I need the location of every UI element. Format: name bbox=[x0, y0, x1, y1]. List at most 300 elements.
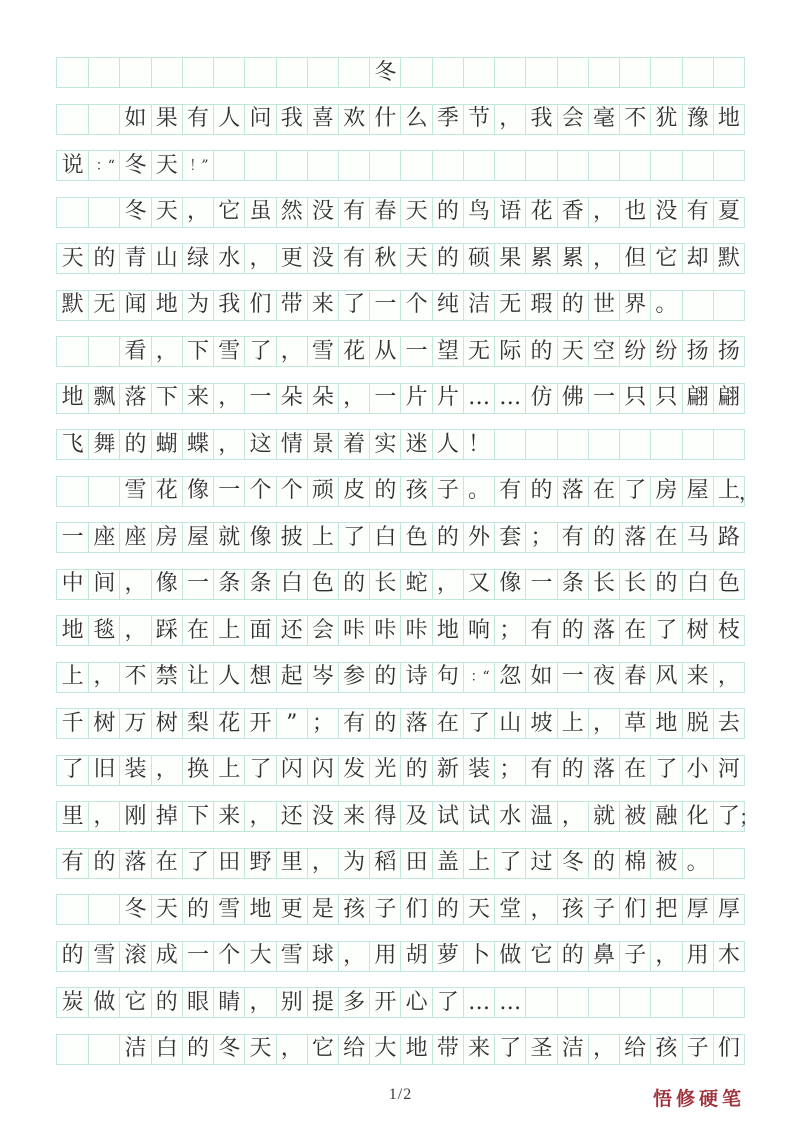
handwritten-character: 天 bbox=[61, 245, 84, 271]
grid-cell bbox=[557, 616, 588, 645]
handwritten-character: 会 bbox=[311, 617, 334, 643]
grid-cell bbox=[432, 942, 463, 971]
grid-cell bbox=[432, 1035, 463, 1064]
grid-cell bbox=[182, 895, 213, 924]
handwritten-character: 什 bbox=[374, 106, 397, 131]
handwritten-character: ， bbox=[187, 199, 210, 224]
grid-cell bbox=[57, 988, 88, 1017]
handwritten-character: 更 bbox=[280, 245, 303, 271]
grid-cell bbox=[213, 616, 244, 645]
handwritten-character: 们 bbox=[405, 896, 428, 922]
grid-cell bbox=[494, 244, 525, 273]
grid-cell bbox=[307, 198, 338, 227]
grid-cell bbox=[650, 663, 681, 692]
grid-cell bbox=[588, 58, 619, 87]
handwritten-character: 孩 bbox=[405, 478, 428, 503]
grid-cell bbox=[682, 849, 713, 878]
grid-cell bbox=[119, 988, 150, 1017]
handwritten-character: 上 bbox=[218, 617, 241, 643]
grid-cell bbox=[619, 570, 650, 599]
handwritten-character: 了 bbox=[343, 524, 366, 550]
grid-cell bbox=[619, 105, 650, 134]
grid-cell bbox=[57, 849, 88, 878]
handwritten-character: 用 bbox=[374, 943, 397, 968]
handwritten-character: 厚 bbox=[717, 896, 740, 922]
grid-cell bbox=[244, 709, 275, 738]
handwritten-character: 果 bbox=[499, 245, 522, 271]
handwritten-character: 了 bbox=[499, 1036, 522, 1061]
handwritten-character: 了 bbox=[436, 989, 459, 1015]
grid-cell bbox=[57, 523, 88, 552]
handwritten-character: 让 bbox=[187, 664, 210, 689]
handwritten-character: 孩 bbox=[343, 896, 366, 922]
grid-cell bbox=[338, 849, 369, 878]
grid-cell bbox=[494, 988, 525, 1017]
grid-cell bbox=[307, 756, 338, 785]
grid-cell bbox=[650, 802, 681, 831]
grid-cell bbox=[338, 570, 369, 599]
handwritten-character: 咔 bbox=[405, 617, 428, 643]
grid-cell bbox=[650, 105, 681, 134]
grid-cell bbox=[119, 756, 150, 785]
handwritten-character: 上 bbox=[561, 710, 584, 736]
handwritten-character: 说 bbox=[61, 152, 84, 178]
handwritten-character: 飘 bbox=[93, 385, 116, 410]
grid-cell bbox=[682, 709, 713, 738]
handwritten-character: 舞 bbox=[93, 431, 116, 457]
grid-cell bbox=[713, 58, 744, 87]
handwritten-character: 山 bbox=[499, 710, 522, 736]
handwritten-character: 一 bbox=[187, 571, 210, 596]
handwritten-character: 皮 bbox=[343, 478, 366, 503]
grid-cell bbox=[119, 244, 150, 273]
grid-cell bbox=[525, 151, 556, 180]
grid-cell bbox=[650, 477, 681, 506]
grid-cell bbox=[119, 58, 150, 87]
grid-cell bbox=[713, 756, 744, 785]
handwritten-character: 为 bbox=[343, 850, 366, 875]
handwritten-character: 花 bbox=[343, 338, 366, 364]
handwritten-character: 了 bbox=[61, 757, 84, 782]
handwritten-character: 天 bbox=[155, 199, 178, 224]
grid-cell bbox=[57, 105, 88, 134]
grid-cell bbox=[494, 198, 525, 227]
grid-cell bbox=[588, 523, 619, 552]
handwritten-character: ， bbox=[343, 943, 366, 968]
handwritten-character: 节 bbox=[468, 106, 491, 131]
handwritten-character: 它 bbox=[655, 245, 678, 271]
handwritten-character: 的 bbox=[374, 478, 397, 503]
handwritten-character: 地 bbox=[405, 1036, 428, 1061]
grid-cell bbox=[369, 663, 400, 692]
handwritten-character: 我 bbox=[218, 292, 241, 317]
grid-cell bbox=[494, 1035, 525, 1064]
handwritten-character: 雪 bbox=[311, 338, 334, 364]
grid-row bbox=[56, 476, 759, 507]
grid-cell bbox=[682, 895, 713, 924]
grid-cell bbox=[88, 244, 119, 273]
grid-cell bbox=[88, 105, 119, 134]
handwritten-character: 咔 bbox=[343, 617, 366, 643]
handwritten-character: 风 bbox=[655, 664, 678, 689]
handwritten-character: 迷 bbox=[405, 431, 428, 457]
handwritten-character: ， bbox=[436, 571, 459, 596]
grid-cell bbox=[151, 58, 182, 87]
grid-cell bbox=[400, 430, 431, 459]
handwritten-character: 天 bbox=[405, 199, 428, 224]
grid-cell bbox=[244, 663, 275, 692]
grid-cell bbox=[682, 942, 713, 971]
handwritten-character: 天 bbox=[405, 245, 428, 271]
handwritten-character: 夏 bbox=[717, 199, 740, 224]
grid-cell bbox=[463, 151, 494, 180]
grid-cell bbox=[588, 663, 619, 692]
handwritten-character: 无 bbox=[499, 292, 522, 317]
grid-cell bbox=[494, 570, 525, 599]
handwritten-character: 。 bbox=[686, 850, 709, 875]
grid-cell bbox=[276, 244, 307, 273]
grid-cell bbox=[619, 151, 650, 180]
grid-cell bbox=[557, 337, 588, 366]
handwritten-character: 化 bbox=[686, 803, 709, 829]
handwritten-character: 用 bbox=[686, 943, 709, 968]
handwritten-character: 了 bbox=[655, 757, 678, 782]
handwritten-character: 参 bbox=[343, 664, 366, 689]
handwritten-character: 更 bbox=[280, 896, 303, 922]
grid-cell bbox=[57, 477, 88, 506]
handwritten-character: 来 bbox=[468, 1036, 491, 1061]
handwritten-character: 有 bbox=[499, 478, 522, 503]
grid-cell bbox=[182, 58, 213, 87]
handwritten-character: 实 bbox=[374, 431, 397, 457]
grid-cell bbox=[432, 430, 463, 459]
handwritten-character: 座 bbox=[124, 524, 147, 550]
grid-cell bbox=[619, 58, 650, 87]
handwritten-character: 的 bbox=[93, 245, 116, 271]
handwritten-character: 屋 bbox=[686, 478, 709, 503]
grid-cell bbox=[432, 756, 463, 785]
grid-cell bbox=[650, 384, 681, 413]
handwritten-character: 了 bbox=[717, 803, 740, 829]
handwritten-character: 雪 bbox=[93, 943, 116, 968]
grid-cell bbox=[525, 895, 556, 924]
handwritten-character: 做 bbox=[499, 943, 522, 968]
handwritten-character: 子 bbox=[686, 1036, 709, 1061]
grid-cell bbox=[713, 430, 744, 459]
grid-cell bbox=[463, 616, 494, 645]
grid-cell bbox=[432, 570, 463, 599]
grid-cell bbox=[338, 523, 369, 552]
grid-row bbox=[56, 383, 745, 414]
handwritten-character: ！” bbox=[189, 157, 207, 174]
grid-cell bbox=[338, 105, 369, 134]
grid-cell bbox=[151, 570, 182, 599]
handwritten-character: 球 bbox=[311, 943, 334, 968]
handwritten-character: 枝 bbox=[717, 617, 740, 643]
handwritten-character: 堂 bbox=[499, 896, 522, 922]
grid-cell bbox=[182, 523, 213, 552]
grid-cell bbox=[151, 1035, 182, 1064]
grid-cell bbox=[432, 802, 463, 831]
grid-cell bbox=[525, 663, 556, 692]
handwritten-character: 在 bbox=[187, 617, 210, 643]
grid-cell bbox=[57, 151, 88, 180]
grid-cell bbox=[57, 709, 88, 738]
grid-cell bbox=[463, 477, 494, 506]
grid-cell bbox=[713, 988, 744, 1017]
grid-cell bbox=[213, 523, 244, 552]
handwritten-character: 有 bbox=[343, 199, 366, 224]
grid-cell bbox=[307, 663, 338, 692]
grid-cell bbox=[57, 198, 88, 227]
grid-cell bbox=[119, 616, 150, 645]
grid-cell bbox=[525, 337, 556, 366]
grid-cell bbox=[88, 477, 119, 506]
handwritten-character: 季 bbox=[436, 106, 459, 131]
grid-row bbox=[56, 243, 745, 274]
grid-cell bbox=[338, 802, 369, 831]
grid-cell bbox=[650, 151, 681, 180]
handwritten-character: 下 bbox=[187, 338, 210, 364]
grid-cell bbox=[182, 849, 213, 878]
grid-cell bbox=[619, 384, 650, 413]
handwritten-character: 有 bbox=[686, 199, 709, 224]
handwritten-character: ， bbox=[155, 338, 178, 364]
handwritten-character: 人 bbox=[218, 664, 241, 689]
handwritten-character: 一 bbox=[592, 385, 615, 410]
grid-cell bbox=[619, 477, 650, 506]
grid-cell bbox=[182, 988, 213, 1017]
handwritten-character: ， bbox=[249, 989, 272, 1015]
grid-cell bbox=[244, 895, 275, 924]
grid-cell bbox=[494, 291, 525, 320]
handwritten-character: 马 bbox=[686, 524, 709, 550]
handwritten-character: 闪 bbox=[311, 757, 334, 782]
handwritten-character: 人 bbox=[218, 106, 241, 131]
handwritten-character: 只 bbox=[655, 385, 678, 410]
grid-cell bbox=[338, 337, 369, 366]
grid-cell bbox=[588, 616, 619, 645]
grid-cell bbox=[151, 477, 182, 506]
grid-cell bbox=[557, 105, 588, 134]
handwritten-character: 一 bbox=[249, 385, 272, 410]
grid-cell bbox=[307, 291, 338, 320]
grid-cell bbox=[213, 756, 244, 785]
handwritten-character: 落 bbox=[405, 710, 428, 736]
handwritten-character: 屋 bbox=[187, 524, 210, 550]
handwritten-character: 的 bbox=[530, 338, 553, 364]
handwritten-character: 地 bbox=[61, 385, 84, 410]
handwritten-character: 长 bbox=[374, 571, 397, 596]
handwritten-character: ！ bbox=[468, 431, 491, 457]
handwritten-character: 上 bbox=[468, 850, 491, 875]
handwritten-character: 毫 bbox=[592, 106, 615, 131]
handwritten-character: 面 bbox=[249, 617, 272, 643]
grid-cell bbox=[57, 663, 88, 692]
handwritten-character: 大 bbox=[374, 1036, 397, 1061]
handwritten-character: 下 bbox=[187, 803, 210, 829]
grid-cell bbox=[182, 151, 213, 180]
handwritten-character: 像 bbox=[249, 524, 272, 550]
grid-cell bbox=[713, 849, 744, 878]
handwritten-character: 在 bbox=[624, 757, 647, 782]
grid-cell bbox=[494, 616, 525, 645]
handwritten-character: 了 bbox=[655, 617, 678, 643]
grid-cell bbox=[619, 849, 650, 878]
handwritten-character: 厚 bbox=[686, 896, 709, 922]
handwritten-character: 的 bbox=[530, 478, 553, 503]
grid-cell bbox=[57, 337, 88, 366]
handwritten-character: 界 bbox=[624, 292, 647, 317]
grid-cell bbox=[525, 430, 556, 459]
grid-cell bbox=[650, 430, 681, 459]
grid-cell bbox=[151, 384, 182, 413]
handwritten-character: ， bbox=[592, 1036, 615, 1061]
grid-cell bbox=[400, 1035, 431, 1064]
grid-cell bbox=[88, 384, 119, 413]
grid-cell bbox=[650, 895, 681, 924]
grid-cell bbox=[244, 756, 275, 785]
grid-cell bbox=[244, 105, 275, 134]
grid-cell bbox=[588, 1035, 619, 1064]
grid-cell bbox=[588, 802, 619, 831]
grid-cell bbox=[307, 430, 338, 459]
handwritten-character: 冬 bbox=[218, 1036, 241, 1061]
handwritten-character: 雪 bbox=[124, 478, 147, 503]
grid-cell bbox=[494, 477, 525, 506]
grid-cell bbox=[213, 198, 244, 227]
handwritten-character: 还 bbox=[280, 803, 303, 829]
handwritten-character: 天 bbox=[249, 1036, 272, 1061]
handwritten-character: 也 bbox=[624, 199, 647, 224]
grid-cell bbox=[182, 570, 213, 599]
handwritten-character: 及 bbox=[405, 803, 428, 829]
grid-cell bbox=[57, 244, 88, 273]
grid-cell bbox=[432, 198, 463, 227]
handwritten-character: 着 bbox=[343, 431, 366, 457]
handwritten-character: 套 bbox=[499, 524, 522, 550]
grid-cell bbox=[151, 523, 182, 552]
handwritten-character: ， bbox=[592, 710, 615, 736]
grid-cell bbox=[151, 988, 182, 1017]
grid-cell bbox=[494, 151, 525, 180]
grid-cell bbox=[369, 1035, 400, 1064]
handwritten-character: 一 bbox=[405, 338, 428, 364]
grid-cell bbox=[557, 523, 588, 552]
grid-cell bbox=[619, 756, 650, 785]
handwritten-character: 得 bbox=[374, 803, 397, 829]
grid-row bbox=[56, 755, 745, 786]
handwritten-character: ， bbox=[592, 245, 615, 271]
handwritten-character: 天 bbox=[155, 152, 178, 178]
grid-cell bbox=[650, 337, 681, 366]
handwritten-character: 炭 bbox=[61, 989, 84, 1015]
grid-cell bbox=[88, 756, 119, 785]
grid-cell bbox=[619, 895, 650, 924]
grid-cell bbox=[244, 849, 275, 878]
handwritten-character: 棉 bbox=[624, 850, 647, 875]
handwritten-character: 像 bbox=[499, 571, 522, 596]
handwritten-character: 只 bbox=[624, 385, 647, 410]
handwritten-character: 却 bbox=[686, 245, 709, 271]
grid-cell bbox=[213, 942, 244, 971]
grid-cell bbox=[88, 291, 119, 320]
grid-cell bbox=[525, 198, 556, 227]
grid-cell bbox=[119, 477, 150, 506]
grid-cell bbox=[119, 1035, 150, 1064]
grid-cell bbox=[525, 802, 556, 831]
handwritten-character: 语 bbox=[499, 199, 522, 224]
grid-cell bbox=[432, 616, 463, 645]
grid-cell bbox=[525, 291, 556, 320]
grid-cell bbox=[650, 616, 681, 645]
grid-cell bbox=[525, 477, 556, 506]
handwritten-character: 们 bbox=[624, 896, 647, 922]
handwritten-character: 毯 bbox=[93, 617, 116, 643]
grid-cell bbox=[400, 244, 431, 273]
grid-cell bbox=[276, 570, 307, 599]
grid-cell bbox=[88, 709, 119, 738]
grid-cell bbox=[369, 523, 400, 552]
handwritten-character: 万 bbox=[124, 710, 147, 736]
handwritten-character: 有 bbox=[530, 757, 553, 782]
handwritten-character: ， bbox=[280, 1036, 303, 1061]
handwritten-character: 它 bbox=[530, 943, 553, 968]
handwritten-character: 欢 bbox=[343, 106, 366, 131]
grid-cell bbox=[338, 151, 369, 180]
grid-cell bbox=[400, 802, 431, 831]
grid-cell bbox=[619, 802, 650, 831]
grid-cell bbox=[244, 942, 275, 971]
handwritten-character: 白 bbox=[280, 571, 303, 596]
handwritten-character: 小 bbox=[686, 757, 709, 782]
grid-cell bbox=[338, 1035, 369, 1064]
grid-cell bbox=[119, 151, 150, 180]
grid-cell bbox=[619, 709, 650, 738]
grid-cell bbox=[432, 291, 463, 320]
grid-cell bbox=[494, 663, 525, 692]
grid-cell bbox=[119, 198, 150, 227]
grid-cell bbox=[88, 895, 119, 924]
grid-cell bbox=[557, 663, 588, 692]
grid-cell bbox=[588, 849, 619, 878]
grid-cell bbox=[276, 849, 307, 878]
page-number: 1/2 bbox=[388, 1086, 413, 1103]
handwritten-character: 不 bbox=[624, 106, 647, 131]
grid-cell bbox=[682, 337, 713, 366]
handwritten-character: 的 bbox=[61, 943, 84, 968]
grid-cell bbox=[400, 709, 431, 738]
handwritten-character: 大 bbox=[249, 943, 272, 968]
handwritten-character: 一 bbox=[218, 478, 241, 503]
grid-cell bbox=[338, 616, 369, 645]
handwritten-character: ， bbox=[249, 803, 272, 829]
grid-cell bbox=[525, 244, 556, 273]
grid-cell bbox=[463, 802, 494, 831]
handwritten-character: 飞 bbox=[61, 431, 84, 457]
grid-cell bbox=[400, 384, 431, 413]
handwritten-character: 刚 bbox=[124, 803, 147, 829]
handwritten-character: 就 bbox=[592, 803, 615, 829]
grid-cell bbox=[307, 1035, 338, 1064]
grid-cell bbox=[151, 616, 182, 645]
grid-cell bbox=[244, 616, 275, 645]
grid-cell bbox=[713, 105, 744, 134]
handwritten-character: 卜 bbox=[468, 943, 491, 968]
handwritten-character: 一 bbox=[187, 943, 210, 968]
grid-row bbox=[56, 987, 745, 1018]
grid-cell bbox=[213, 105, 244, 134]
